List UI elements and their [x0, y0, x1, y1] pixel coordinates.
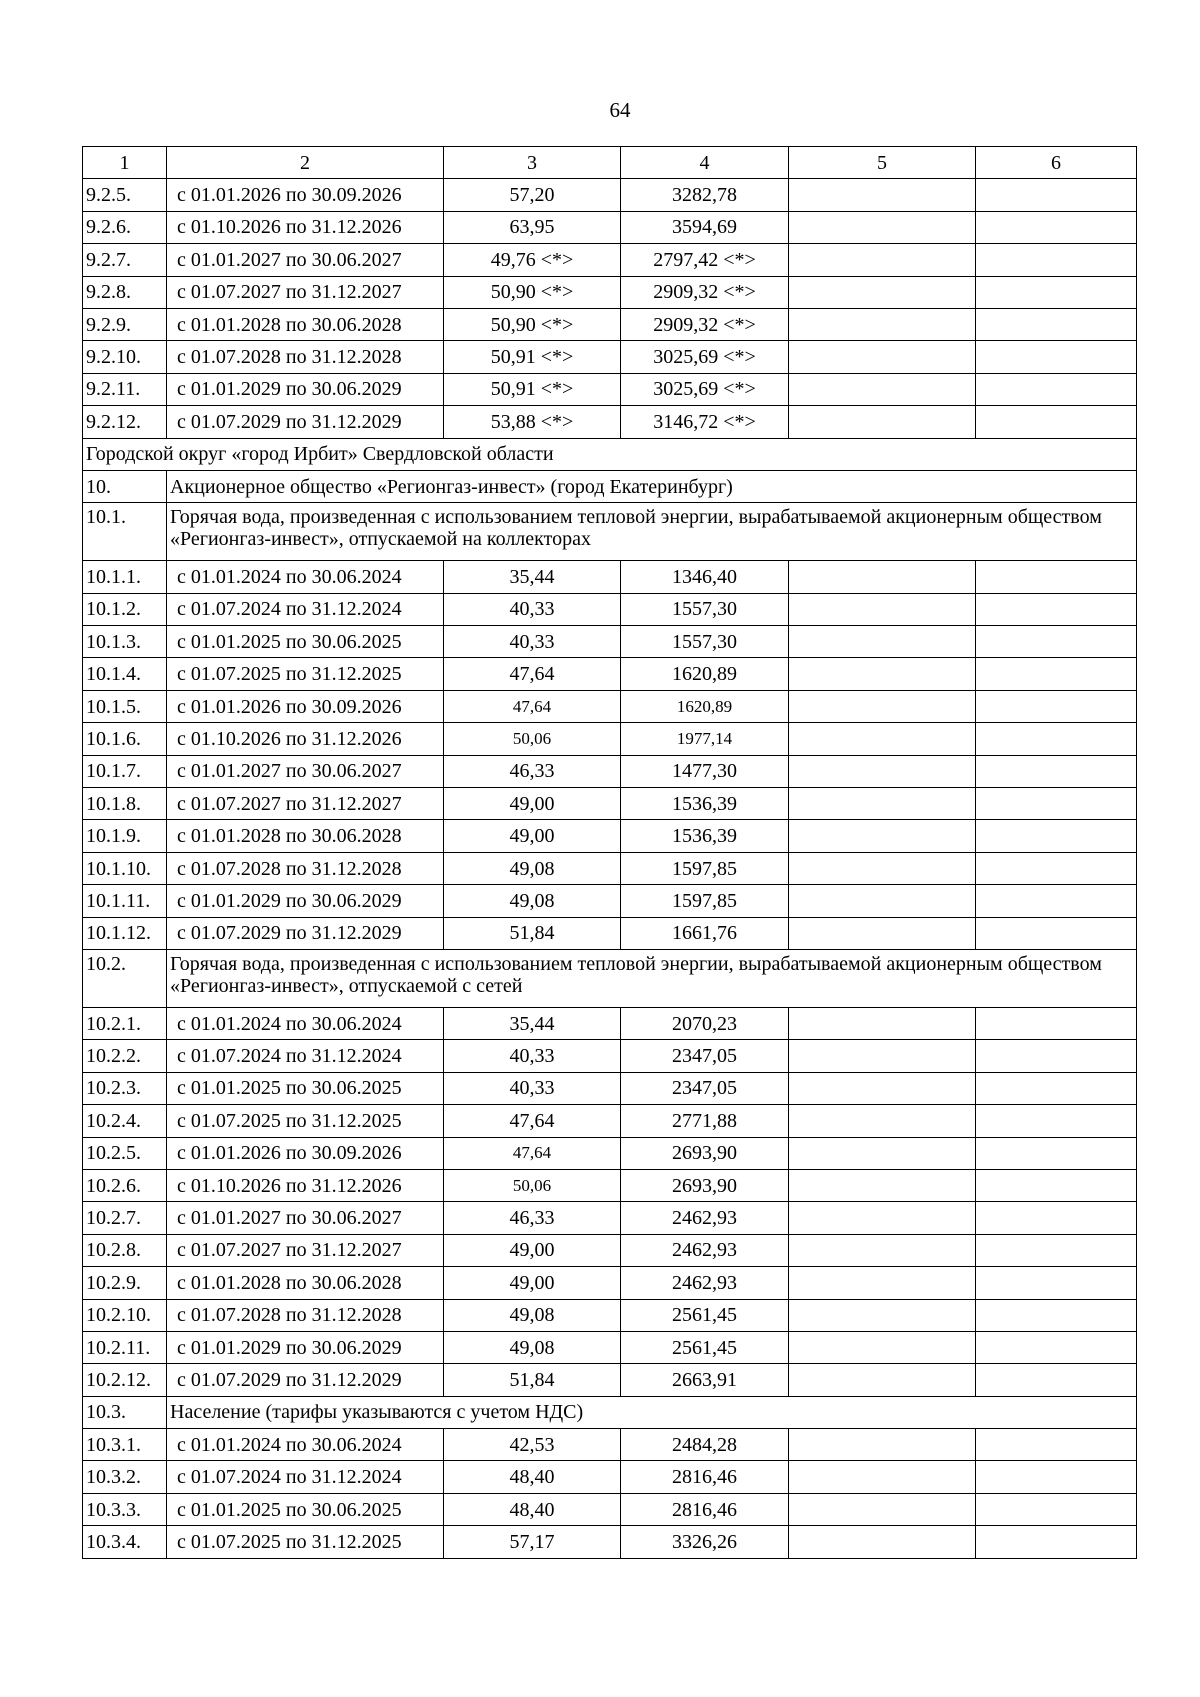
tariff-table-body: [83, 147, 1137, 1559]
empty-cell-6: [976, 1331, 1137, 1363]
tariff-row: [83, 852, 1137, 884]
empty-cell-5: [789, 373, 976, 405]
empty-cell-6: [976, 593, 1137, 625]
empty-cell-6: [976, 373, 1137, 405]
tariff-value-4: 2909,32 <*>: [621, 308, 789, 340]
section-number: 10.3.: [83, 1396, 167, 1428]
empty-cell-6: [976, 179, 1137, 211]
tariff-value-3: 47,64: [444, 1105, 621, 1137]
section-row: [83, 949, 1137, 1007]
tariff-value-4: 1597,85: [621, 852, 789, 884]
tariff-value-4: 1557,30: [621, 626, 789, 658]
item-number: 10.1.7.: [83, 755, 167, 787]
empty-cell-5: [789, 1007, 976, 1039]
item-number: 10.1.2.: [83, 593, 167, 625]
period: с 01.01.2025 по 30.06.2025: [167, 626, 444, 658]
item-number: 10.2.7.: [83, 1202, 167, 1234]
tariff-value-4: 1477,30: [621, 755, 789, 787]
item-number: 9.2.5.: [83, 179, 167, 211]
tariff-value-4: 2693,90: [621, 1169, 789, 1201]
column-number-row: [83, 147, 1137, 179]
tariff-value-4: 1536,39: [621, 820, 789, 852]
item-number: 10.2.8.: [83, 1234, 167, 1266]
empty-cell-6: [976, 1137, 1137, 1169]
tariff-value-3: 46,33: [444, 1202, 621, 1234]
period: с 01.07.2027 по 31.12.2027: [167, 276, 444, 308]
empty-cell-6: [976, 308, 1137, 340]
empty-cell-6: [976, 561, 1137, 593]
item-number: 10.3.1.: [83, 1429, 167, 1461]
tariff-row: [83, 1169, 1137, 1201]
period: с 01.07.2029 по 31.12.2029: [167, 917, 444, 949]
empty-cell-5: [789, 852, 976, 884]
section-number: 10.: [83, 470, 167, 502]
item-number: 10.1.10.: [83, 852, 167, 884]
tariff-row: [83, 1461, 1137, 1493]
tariff-row: [83, 1137, 1137, 1169]
tariff-row: [83, 788, 1137, 820]
tariff-row: [83, 1493, 1137, 1525]
tariff-row: [83, 885, 1137, 917]
item-number: 9.2.11.: [83, 373, 167, 405]
period: с 01.01.2029 по 30.06.2029: [167, 1331, 444, 1363]
empty-cell-5: [789, 1202, 976, 1234]
period: с 01.07.2025 по 31.12.2025: [167, 1105, 444, 1137]
empty-cell-6: [976, 341, 1137, 373]
empty-cell-6: [976, 1267, 1137, 1299]
period: с 01.07.2025 по 31.12.2025: [167, 658, 444, 690]
item-number: 10.2.2.: [83, 1040, 167, 1072]
tariff-value-3: 40,33: [444, 1072, 621, 1104]
tariff-value-4: 2561,45: [621, 1331, 789, 1363]
item-number: 9.2.9.: [83, 308, 167, 340]
item-number: 10.2.12.: [83, 1364, 167, 1396]
empty-cell-5: [789, 1137, 976, 1169]
tariff-row: [83, 406, 1137, 438]
empty-cell-6: [976, 1364, 1137, 1396]
empty-cell-6: [976, 885, 1137, 917]
period: с 01.07.2029 по 31.12.2029: [167, 1364, 444, 1396]
empty-cell-6: [976, 1202, 1137, 1234]
item-number: 10.2.10.: [83, 1299, 167, 1331]
tariff-value-4: 1557,30: [621, 593, 789, 625]
item-number: 10.1.11.: [83, 885, 167, 917]
tariff-value-4: 3025,69 <*>: [621, 341, 789, 373]
period: с 01.10.2026 по 31.12.2026: [167, 723, 444, 755]
empty-cell-6: [976, 658, 1137, 690]
tariff-row: [83, 561, 1137, 593]
section-title: Горячая вода, произведенная с использованием тепловой энергии, вырабатываемой акционерным обществом «Регионгаз-инвест», отпускаемой с сетей: [167, 949, 1137, 1007]
tariff-value-4: 1977,14: [621, 723, 789, 755]
item-number: 9.2.8.: [83, 276, 167, 308]
period: с 01.01.2024 по 30.06.2024: [167, 1007, 444, 1039]
period: с 01.10.2026 по 31.12.2026: [167, 211, 444, 243]
empty-cell-6: [976, 723, 1137, 755]
period: с 01.01.2027 по 30.06.2027: [167, 755, 444, 787]
item-number: 10.3.3.: [83, 1493, 167, 1525]
empty-cell-5: [789, 917, 976, 949]
period: с 01.01.2025 по 30.06.2025: [167, 1493, 444, 1525]
empty-cell-5: [789, 1331, 976, 1363]
item-number: 9.2.10.: [83, 341, 167, 373]
tariff-value-3: 49,08: [444, 1299, 621, 1331]
tariff-value-3: 51,84: [444, 917, 621, 949]
item-number: 10.2.6.: [83, 1169, 167, 1201]
empty-cell-5: [789, 1105, 976, 1137]
column-number: 6: [976, 147, 1137, 179]
section-row: [83, 470, 1137, 502]
period: с 01.07.2029 по 31.12.2029: [167, 406, 444, 438]
tariff-value-4: 2070,23: [621, 1007, 789, 1039]
item-number: 9.2.7.: [83, 244, 167, 276]
tariff-value-3: 49,00: [444, 788, 621, 820]
tariff-value-3: 42,53: [444, 1429, 621, 1461]
empty-cell-5: [789, 690, 976, 722]
period: с 01.01.2028 по 30.06.2028: [167, 308, 444, 340]
tariff-value-3: 35,44: [444, 561, 621, 593]
empty-cell-5: [789, 561, 976, 593]
tariff-value-3: 46,33: [444, 755, 621, 787]
tariff-value-3: 50,06: [444, 1169, 621, 1201]
region-row: [83, 438, 1137, 470]
tariff-value-4: 2347,05: [621, 1072, 789, 1104]
tariff-row: [83, 917, 1137, 949]
empty-cell-5: [789, 723, 976, 755]
tariff-row: [83, 341, 1137, 373]
tariff-value-4: 3326,26: [621, 1526, 789, 1558]
empty-cell-6: [976, 626, 1137, 658]
empty-cell-5: [789, 406, 976, 438]
empty-cell-6: [976, 1526, 1137, 1558]
tariff-row: [83, 1364, 1137, 1396]
empty-cell-6: [976, 1007, 1137, 1039]
item-number: 10.1.8.: [83, 788, 167, 820]
period: с 01.07.2025 по 31.12.2025: [167, 1526, 444, 1558]
tariff-row: [83, 179, 1137, 211]
tariff-row: [83, 626, 1137, 658]
tariff-row: [83, 1202, 1137, 1234]
empty-cell-6: [976, 1072, 1137, 1104]
section-row: [83, 503, 1137, 561]
section-title: Горячая вода, произведенная с использованием тепловой энергии, вырабатываемой акционерным обществом «Регионгаз-инвест», отпускаемой на коллекторах: [167, 503, 1137, 561]
empty-cell-6: [976, 244, 1137, 276]
period: с 01.01.2027 по 30.06.2027: [167, 244, 444, 276]
empty-cell-6: [976, 755, 1137, 787]
period: с 01.07.2028 по 31.12.2028: [167, 341, 444, 373]
tariff-value-4: 1661,76: [621, 917, 789, 949]
tariff-value-3: 57,17: [444, 1526, 621, 1558]
item-number: 10.2.3.: [83, 1072, 167, 1104]
tariff-value-4: 2462,93: [621, 1267, 789, 1299]
period: с 01.01.2028 по 30.06.2028: [167, 820, 444, 852]
empty-cell-6: [976, 1429, 1137, 1461]
tariff-value-3: 40,33: [444, 626, 621, 658]
tariff-value-3: 49,00: [444, 1234, 621, 1266]
tariff-value-3: 50,91 <*>: [444, 373, 621, 405]
tariff-row: [83, 1105, 1137, 1137]
region-title: Городской округ «город Ирбит» Свердловской области: [83, 438, 1137, 470]
empty-cell-6: [976, 1299, 1137, 1331]
empty-cell-6: [976, 406, 1137, 438]
tariff-value-3: 49,00: [444, 1267, 621, 1299]
tariff-value-3: 49,08: [444, 1331, 621, 1363]
tariff-value-3: 50,90 <*>: [444, 276, 621, 308]
period: с 01.07.2024 по 31.12.2024: [167, 593, 444, 625]
tariff-value-4: 1346,40: [621, 561, 789, 593]
tariff-value-4: 2816,46: [621, 1493, 789, 1525]
tariff-value-4: 3594,69: [621, 211, 789, 243]
tariff-row: [83, 276, 1137, 308]
empty-cell-5: [789, 308, 976, 340]
page-number: 64: [609, 98, 631, 122]
empty-cell-5: [789, 276, 976, 308]
tariff-value-4: 2462,93: [621, 1202, 789, 1234]
tariff-value-4: 2771,88: [621, 1105, 789, 1137]
tariff-value-3: 51,84: [444, 1364, 621, 1396]
section-number: 10.2.: [83, 949, 167, 1007]
tariff-row: [83, 820, 1137, 852]
empty-cell-5: [789, 1493, 976, 1525]
tariff-value-3: 35,44: [444, 1007, 621, 1039]
tariff-row: [83, 1267, 1137, 1299]
period: с 01.07.2028 по 31.12.2028: [167, 852, 444, 884]
tariff-value-3: 50,90 <*>: [444, 308, 621, 340]
tariff-row: [83, 211, 1137, 243]
empty-cell-5: [789, 1299, 976, 1331]
empty-cell-5: [789, 885, 976, 917]
empty-cell-6: [976, 690, 1137, 722]
period: с 01.01.2029 по 30.06.2029: [167, 885, 444, 917]
period: с 01.10.2026 по 31.12.2026: [167, 1169, 444, 1201]
tariff-value-4: 2462,93: [621, 1234, 789, 1266]
tariff-value-4: 2561,45: [621, 1299, 789, 1331]
empty-cell-6: [976, 211, 1137, 243]
period: с 01.07.2027 по 31.12.2027: [167, 788, 444, 820]
empty-cell-5: [789, 211, 976, 243]
tariff-value-4: 2797,42 <*>: [621, 244, 789, 276]
tariff-row: [83, 1007, 1137, 1039]
item-number: 10.1.12.: [83, 917, 167, 949]
item-number: 10.3.4.: [83, 1526, 167, 1558]
item-number: 10.1.4.: [83, 658, 167, 690]
tariff-row: [83, 1072, 1137, 1104]
tariff-value-4: 2693,90: [621, 1137, 789, 1169]
item-number: 10.1.6.: [83, 723, 167, 755]
tariff-row: [83, 755, 1137, 787]
tariff-value-3: 40,33: [444, 1040, 621, 1072]
period: с 01.01.2026 по 30.09.2026: [167, 179, 444, 211]
tariff-value-4: 3146,72 <*>: [621, 406, 789, 438]
tariff-row: [83, 308, 1137, 340]
period: с 01.01.2024 по 30.06.2024: [167, 561, 444, 593]
tariff-value-3: 40,33: [444, 593, 621, 625]
empty-cell-6: [976, 917, 1137, 949]
empty-cell-5: [789, 1267, 976, 1299]
tariff-value-4: 1620,89: [621, 690, 789, 722]
empty-cell-5: [789, 1461, 976, 1493]
empty-cell-5: [789, 626, 976, 658]
column-number: 2: [167, 147, 444, 179]
empty-cell-6: [976, 276, 1137, 308]
empty-cell-6: [976, 1493, 1137, 1525]
tariff-value-3: 47,64: [444, 1137, 621, 1169]
empty-cell-5: [789, 179, 976, 211]
empty-cell-5: [789, 788, 976, 820]
item-number: 9.2.12.: [83, 406, 167, 438]
tariff-row: [83, 1526, 1137, 1558]
empty-cell-5: [789, 1169, 976, 1201]
tariff-value-4: 1536,39: [621, 788, 789, 820]
tariff-value-3: 48,40: [444, 1461, 621, 1493]
tariff-value-3: 57,20: [444, 179, 621, 211]
tariff-row: [83, 1234, 1137, 1266]
tariff-value-4: 1620,89: [621, 658, 789, 690]
empty-cell-6: [976, 1234, 1137, 1266]
tariff-row: [83, 690, 1137, 722]
period: с 01.01.2025 по 30.06.2025: [167, 1072, 444, 1104]
item-number: 10.1.1.: [83, 561, 167, 593]
tariff-value-3: 50,91 <*>: [444, 341, 621, 373]
tariff-row: [83, 1299, 1137, 1331]
item-number: 10.1.3.: [83, 626, 167, 658]
tariff-value-4: 1597,85: [621, 885, 789, 917]
period: с 01.07.2024 по 31.12.2024: [167, 1040, 444, 1072]
period: с 01.01.2026 по 30.09.2026: [167, 690, 444, 722]
item-number: 9.2.6.: [83, 211, 167, 243]
empty-cell-5: [789, 1364, 976, 1396]
period: с 01.07.2027 по 31.12.2027: [167, 1234, 444, 1266]
period: с 01.01.2026 по 30.09.2026: [167, 1137, 444, 1169]
tariff-value-3: 49,00: [444, 820, 621, 852]
item-number: 10.2.11.: [83, 1331, 167, 1363]
tariff-value-3: 53,88 <*>: [444, 406, 621, 438]
item-number: 10.2.9.: [83, 1267, 167, 1299]
empty-cell-5: [789, 1040, 976, 1072]
tariff-row: [83, 1429, 1137, 1461]
tariff-value-3: 63,95: [444, 211, 621, 243]
tariff-value-3: 49,76 <*>: [444, 244, 621, 276]
item-number: 10.2.1.: [83, 1007, 167, 1039]
item-number: 10.1.5.: [83, 690, 167, 722]
period: с 01.07.2028 по 31.12.2028: [167, 1299, 444, 1331]
empty-cell-6: [976, 1040, 1137, 1072]
tariff-row: [83, 244, 1137, 276]
column-number: 4: [621, 147, 789, 179]
tariff-value-4: 3025,69 <*>: [621, 373, 789, 405]
section-title: Население (тарифы указываются с учетом НДС): [167, 1396, 1137, 1428]
empty-cell-5: [789, 244, 976, 276]
tariff-value-3: 47,64: [444, 658, 621, 690]
empty-cell-5: [789, 658, 976, 690]
tariff-value-4: 2909,32 <*>: [621, 276, 789, 308]
section-title: Акционерное общество «Регионгаз-инвест» (город Екатеринбург): [167, 470, 1137, 502]
tariff-value-4: 3282,78: [621, 179, 789, 211]
empty-cell-5: [789, 341, 976, 373]
tariff-row: [83, 373, 1137, 405]
tariff-value-3: 47,64: [444, 690, 621, 722]
tariff-value-3: 48,40: [444, 1493, 621, 1525]
tariff-table: [82, 146, 1137, 1559]
item-number: 10.3.2.: [83, 1461, 167, 1493]
tariff-value-4: 2347,05: [621, 1040, 789, 1072]
column-number: 3: [444, 147, 621, 179]
tariff-value-3: 50,06: [444, 723, 621, 755]
section-number: 10.1.: [83, 503, 167, 561]
tariff-row: [83, 1040, 1137, 1072]
period: с 01.01.2029 по 30.06.2029: [167, 373, 444, 405]
empty-cell-6: [976, 1461, 1137, 1493]
period: с 01.01.2028 по 30.06.2028: [167, 1267, 444, 1299]
tariff-row: [83, 1331, 1137, 1363]
tariff-row: [83, 593, 1137, 625]
empty-cell-6: [976, 1169, 1137, 1201]
column-number: 5: [789, 147, 976, 179]
empty-cell-5: [789, 1072, 976, 1104]
empty-cell-5: [789, 1429, 976, 1461]
empty-cell-6: [976, 1105, 1137, 1137]
tariff-value-4: 2816,46: [621, 1461, 789, 1493]
empty-cell-5: [789, 1234, 976, 1266]
item-number: 10.1.9.: [83, 820, 167, 852]
tariff-row: [83, 658, 1137, 690]
column-number: 1: [83, 147, 167, 179]
tariff-value-3: 49,08: [444, 885, 621, 917]
empty-cell-6: [976, 820, 1137, 852]
empty-cell-5: [789, 755, 976, 787]
tariff-row: [83, 723, 1137, 755]
empty-cell-6: [976, 788, 1137, 820]
empty-cell-6: [976, 852, 1137, 884]
empty-cell-5: [789, 820, 976, 852]
item-number: 10.2.4.: [83, 1105, 167, 1137]
item-number: 10.2.5.: [83, 1137, 167, 1169]
tariff-value-3: 49,08: [444, 852, 621, 884]
section-row: [83, 1396, 1137, 1428]
period: с 01.01.2027 по 30.06.2027: [167, 1202, 444, 1234]
tariff-value-4: 2484,28: [621, 1429, 789, 1461]
period: с 01.01.2024 по 30.06.2024: [167, 1429, 444, 1461]
period: с 01.07.2024 по 31.12.2024: [167, 1461, 444, 1493]
empty-cell-5: [789, 1526, 976, 1558]
tariff-value-4: 2663,91: [621, 1364, 789, 1396]
empty-cell-5: [789, 593, 976, 625]
